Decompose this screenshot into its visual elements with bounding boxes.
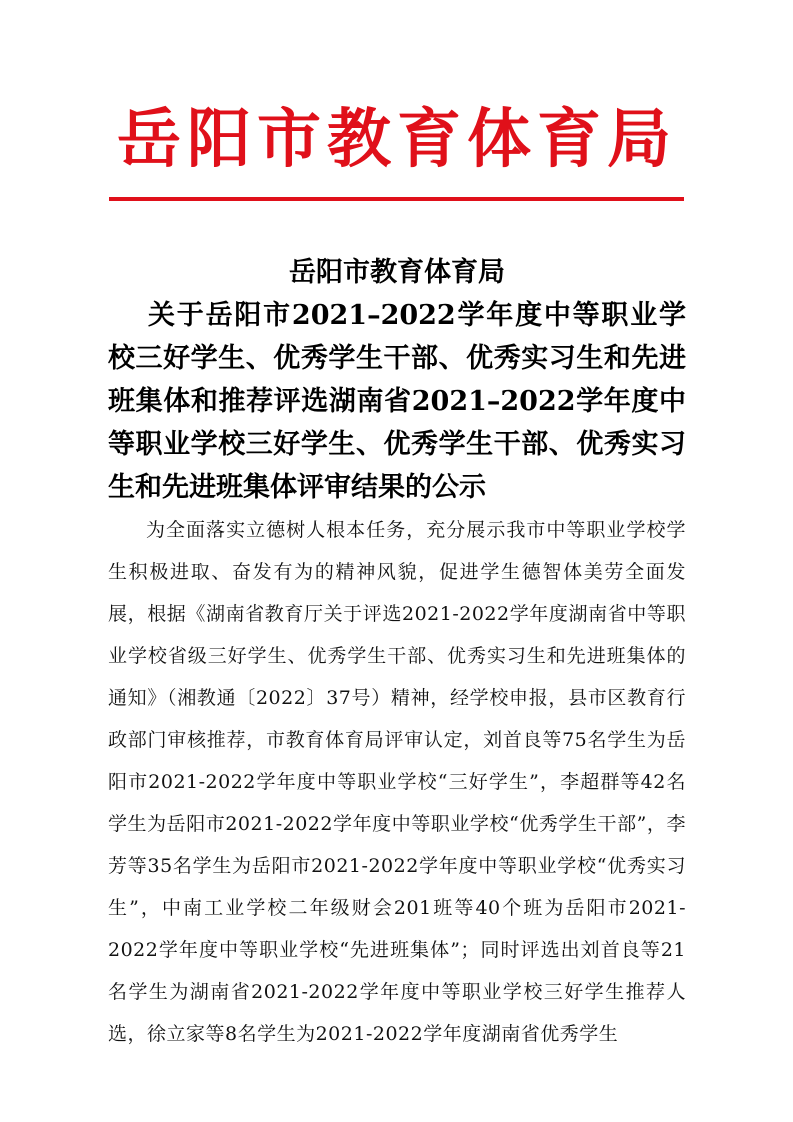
body-paragraph: 为全面落实立德树人根本任务，充分展示我市中等职业学校学生积极进取、奋发有为的精神风貌，促进学生德智体美劳全面发展，根据《湖南省教育厅关于评选2021-2022学年度湖南省中等职业学校省级三好学生、优秀学生干部、优秀实习生和先进班集体的通知》（湘教通〔2022〕37号）精神，经学校申报，县市区教育行政部门审核推荐，市教育体育局评审认定，刘首良等75名学生为岳阳市2021-2022学年度中等职业学校“三好学生”，李超群等42名学生为岳阳市2021-2022学年度中等职业学校“优秀学生干部”，李芳等35名学生为岳阳市2021-2022学年度中等职业学校“优秀实习生”，中南工业学校二年级财会201班等40个班为岳阳市2021-2022学年度中等职业学校“先进班集体”；同时评选出刘首良等21名学生为湖南省2021-2022学年度中等职业学校三好学生推荐人选，徐立家等8名学生为2021-2022学年度湖南省优秀学生 xyxy=(108,519,686,1045)
letterhead-divider xyxy=(109,197,684,201)
document-title-subject: 关于岳阳市2021–2022学年度中等职业学校三好学生、优秀学生干部、优秀实习生和先进班集体和推荐评选湖南省2021–2022学年度中等职业学校三好学生、优秀学生干部、优秀实习生和先进班集体评审结果的公示 xyxy=(108,300,686,503)
letterhead-title: 岳阳市教育体育局 xyxy=(117,102,677,177)
document-title-issuer: 岳阳市教育体育局 xyxy=(289,257,505,288)
